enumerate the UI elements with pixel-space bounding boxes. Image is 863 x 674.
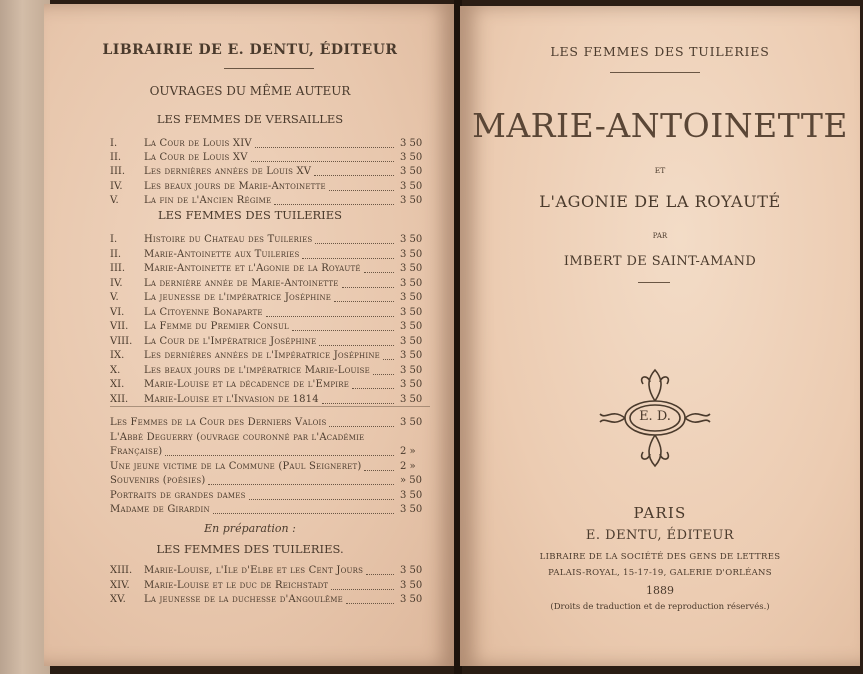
dot-leader [266,306,394,317]
dot-leader [208,474,394,485]
work-price: 3 50 [400,248,423,260]
work-title: Madame de Girardin [110,504,210,515]
work-price: 3 50 [400,565,423,576]
dot-leader [331,579,394,590]
dot-leader [364,262,394,273]
work-title: La jeunesse de l'impératrice Joséphine [144,292,332,303]
work-price: 3 50 [400,350,423,361]
work-title: Marie-Louise et la décadence de l'Empire [144,379,350,390]
work-price: 3 50 [400,379,423,390]
work-price: 3 50 [400,263,423,274]
dot-leader [322,393,394,404]
work-title: La dernière année de Marie-Antoinette [144,277,339,289]
work-price: 3 50 [400,594,423,605]
work-title: La Cour de l'Impératrice Joséphine [144,335,317,347]
publisher-header: LIBRAIRIE DE E. DENTU, ÉDITEUR [102,42,398,58]
work-title: Les dernières années de Louis XV [144,166,312,178]
work-title: L'Abbé Deguerry (ouvrage couronné par l'Académie [110,431,365,443]
work-price: 3 50 [400,306,423,318]
series-versailles-title: LES FEMMES DE VERSAILLES [156,112,344,126]
dot-leader [364,460,394,471]
dot-leader [255,137,394,148]
volume-number: III. [110,166,126,178]
dot-leader [165,445,394,456]
dot-leader [329,416,394,427]
work-price: 3 50 [400,138,423,149]
title-conjunction: ET [654,166,666,175]
work-price: 2 » [400,446,416,457]
volume-number: I. [110,234,118,245]
dot-leader [249,489,394,500]
work-price: 3 50 [400,364,423,376]
divider [610,72,700,73]
work-title: Marie-Antoinette et l'Agonie de la Royauté [144,263,361,274]
book-subtitle: L'AGONIE DE LA ROYAUTÉ [539,192,781,211]
work-price: 3 50 [400,180,423,192]
dot-leader [292,320,394,331]
dot-leader [329,180,394,191]
volume-number: I. [110,138,118,149]
work-price: 3 50 [400,417,423,428]
author-name: IMBERT DE SAINT-AMAND [563,254,757,269]
dot-leader [213,503,394,514]
divider [224,68,314,69]
volume-number: II. [110,152,122,164]
work-title: Marie-Antoinette aux Tuileries [144,248,300,260]
work-title: La Citoyenne Bonaparte [144,306,263,318]
dot-leader [352,378,394,389]
dot-leader [302,248,394,259]
seal-initials: E. D. [639,409,671,424]
work-price: 3 50 [400,234,423,245]
work-price: 3 50 [400,277,423,289]
divider [638,282,670,283]
book-cover-edge [0,0,50,674]
series-prep-title: LES FEMMES DES TUILERIES. [156,542,344,556]
work-title: Marie-Louise et le duc de Reichstadt [144,579,329,591]
publisher-address-2: PALAIS-ROYAL, 15-17-19, GALERIE D'ORLÉANS [548,568,772,578]
dot-leader [334,291,394,302]
dot-leader [342,277,394,288]
work-price: 3 50 [400,321,423,332]
in-preparation-label: En préparation : [204,522,296,535]
rights-notice: (Droits de traduction et de reproduction réservés.) [550,602,770,612]
work-price: 3 50 [400,152,423,164]
dot-leader [373,364,394,375]
dot-leader [251,151,394,162]
left-page [44,4,456,666]
work-title: La Cour de Louis XIV [144,138,252,149]
work-price: 2 » [400,460,416,472]
work-title: Souvenirs (poésies) [110,475,206,486]
work-title: Les Femmes de la Cour des Derniers Valois [110,417,327,428]
volume-number: XI. [110,379,125,390]
work-title: Portraits de grandes dames [110,489,246,501]
city: PARIS [633,504,687,522]
by-label: PAR [652,232,668,240]
work-price: 3 50 [400,579,423,591]
work-title: La Femme du Premier Consul [144,321,289,332]
dot-leader [366,564,394,575]
dot-leader [314,165,394,176]
work-title: Les beaux jours de l'impératrice Marie-Louise [144,364,370,376]
work-price: 3 50 [400,194,423,206]
work-title: Marie-Louise et l'Invasion de 1814 [144,393,319,405]
volume-number: III. [110,263,126,274]
volume-number: II. [110,248,122,260]
publisher-address-1: LIBRAIRE DE LA SOCIÉTÉ DES GENS DE LETTRES [539,552,781,562]
work-price: 3 50 [400,489,423,501]
volume-number: IV. [110,277,123,289]
work-price: 3 50 [400,335,423,347]
work-title: La jeunesse de la duchesse d'Angoulême [144,594,343,605]
volume-number: V. [110,292,119,303]
work-title: Histoire du Chateau des Tuileries [144,234,313,245]
dot-leader [315,233,394,244]
work-title: Une jeune victime de la Commune (Paul Seigneret) [110,460,362,472]
divider [110,406,430,407]
book-title: MARIE-ANTOINETTE [472,106,848,145]
work-title: Française) [110,446,163,457]
volume-number: V. [110,194,119,206]
work-title: Les beaux jours de Marie-Antoinette [144,180,326,192]
volume-number: XIII. [110,565,133,576]
volume-number: VI. [110,306,125,318]
publisher-name: E. DENTU, ÉDITEUR [585,528,735,543]
volume-number: IX. [110,350,125,361]
work-title: La Cour de Louis XV [144,152,248,164]
volume-number: XIV. [110,579,130,591]
work-price: 3 50 [400,166,423,178]
work-price: » 50 [400,475,423,486]
volume-number: VII. [110,321,129,332]
publication-year: 1889 [646,584,674,597]
volume-number: IV. [110,180,123,192]
section-title: OUVRAGES DU MÊME AUTEUR [149,84,351,98]
work-price: 3 50 [400,292,423,303]
right-page [460,6,860,666]
work-price: 3 50 [400,504,423,515]
volume-number: XII. [110,393,129,405]
work-title: Les dernières années de l'Impératrice Joséphine [144,350,380,361]
dot-leader [319,335,394,346]
series-name: LES FEMMES DES TUILERIES [550,44,770,59]
dot-leader [274,194,394,205]
volume-number: XV. [110,594,126,605]
work-title: La fin de l'Ancien Régime [144,194,272,206]
series-tuileries-title: LES FEMMES DES TUILERIES [158,208,342,222]
dot-leader [346,593,394,604]
dot-leader [383,349,394,360]
work-title: Marie-Louise, l'Ile d'Elbe et les Cent Jours [144,565,364,576]
work-price: 3 50 [400,393,423,405]
volume-number: X. [110,364,121,376]
volume-number: VIII. [110,335,133,347]
